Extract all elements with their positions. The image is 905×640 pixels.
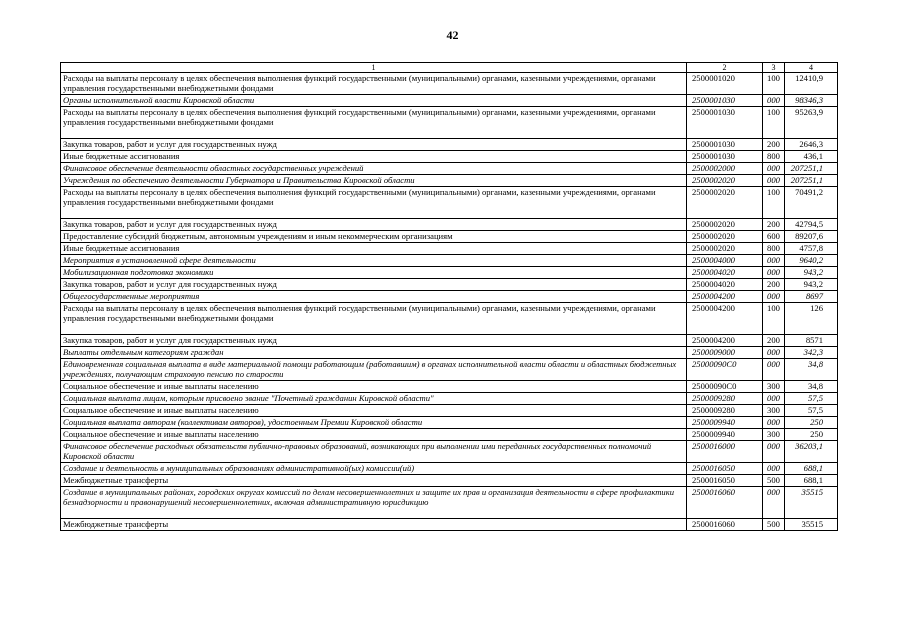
- page-number: 42: [446, 28, 459, 42]
- row-amount-cell: 57,5: [785, 405, 838, 417]
- row-code-cell: 2500009940: [687, 417, 763, 429]
- table-row: [61, 381, 838, 393]
- row-amount-cell: 688,1: [785, 475, 838, 487]
- row-type-cell: 500: [763, 475, 785, 487]
- row-type-cell: 000: [763, 255, 785, 267]
- row-name-cell: Расходы на выплаты персоналу в целях обеспечения выполнения функций государственными (муниципальными) органами, казенными учреждениями, органами управления государственными внебюджетными фондами: [61, 73, 687, 95]
- row-amount-cell: 9640,2: [785, 255, 838, 267]
- row-code-cell: 2500002020: [687, 231, 763, 243]
- column-header-name: 1: [61, 63, 687, 73]
- row-amount-cell: 35515: [785, 487, 838, 519]
- row-type-cell: 000: [763, 417, 785, 429]
- budget-table: [60, 62, 838, 531]
- row-type-cell: 100: [763, 107, 785, 139]
- row-name-cell: Социальное обеспечение и иные выплаты населению: [61, 381, 687, 393]
- table-row: [61, 347, 838, 359]
- row-code-cell: 2500009000: [687, 347, 763, 359]
- row-amount-cell: 34,8: [785, 359, 838, 381]
- row-name-cell: Закупка товаров, работ и услуг для государственных нужд: [61, 219, 687, 231]
- row-type-cell: 000: [763, 347, 785, 359]
- table-header-row: [61, 63, 838, 73]
- row-name-cell: Расходы на выплаты персоналу в целях обеспечения выполнения функций государственными (муниципальными) органами, казенными учреждениями, органами управления государственными внебюджетными фондами: [61, 107, 687, 139]
- row-type-cell: 100: [763, 187, 785, 219]
- row-amount-cell: 12410,9: [785, 73, 838, 95]
- row-amount-cell: 89207,6: [785, 231, 838, 243]
- row-type-cell: 000: [763, 393, 785, 405]
- row-code-cell: 2500002020: [687, 243, 763, 255]
- row-name-cell: Социальное обеспечение и иные выплаты населению: [61, 405, 687, 417]
- row-code-cell: 2500016060: [687, 487, 763, 519]
- row-amount-cell: 4757,8: [785, 243, 838, 255]
- row-type-cell: 000: [763, 95, 785, 107]
- row-amount-cell: 943,2: [785, 267, 838, 279]
- row-amount-cell: 36203,1: [785, 441, 838, 463]
- row-type-cell: 300: [763, 381, 785, 393]
- table-row: [61, 463, 838, 475]
- row-type-cell: 800: [763, 243, 785, 255]
- row-name-cell: Социальная выплата лицам, которым присвоено звание "Почетный гражданин Кировской области": [61, 393, 687, 405]
- row-name-cell: Межбюджетные трансферты: [61, 475, 687, 487]
- row-type-cell: 300: [763, 429, 785, 441]
- row-code-cell: 2500001030: [687, 95, 763, 107]
- row-amount-cell: 688,1: [785, 463, 838, 475]
- row-code-cell: 2500001020: [687, 73, 763, 95]
- row-type-cell: 000: [763, 163, 785, 175]
- table-row: [61, 393, 838, 405]
- row-amount-cell: 943,2: [785, 279, 838, 291]
- table-row: [61, 73, 838, 95]
- table-row: [61, 417, 838, 429]
- row-amount-cell: 436,1: [785, 151, 838, 163]
- row-code-cell: 2500001030: [687, 139, 763, 151]
- row-name-cell: Закупка товаров, работ и услуг для государственных нужд: [61, 279, 687, 291]
- row-amount-cell: 95263,9: [785, 107, 838, 139]
- table-row: [61, 429, 838, 441]
- row-name-cell: Расходы на выплаты персоналу в целях обеспечения выполнения функций государственными (муниципальными) органами, казенными учреждениями, органами управления государственными внебюджетными фондами: [61, 187, 687, 219]
- row-type-cell: 000: [763, 175, 785, 187]
- row-name-cell: Иные бюджетные ассигнования: [61, 151, 687, 163]
- table-row: [61, 219, 838, 231]
- row-name-cell: Мероприятия в установленной сфере деятельности: [61, 255, 687, 267]
- column-header-code: 2: [687, 63, 763, 73]
- table-row: [61, 187, 838, 219]
- row-type-cell: 200: [763, 279, 785, 291]
- row-amount-cell: 70491,2: [785, 187, 838, 219]
- table-row: [61, 279, 838, 291]
- table-row: [61, 291, 838, 303]
- row-name-cell: Предоставление субсидий бюджетным, автономным учреждениям и иным некоммерческим организациям: [61, 231, 687, 243]
- row-amount-cell: 57,5: [785, 393, 838, 405]
- row-name-cell: Закупка товаров, работ и услуг для государственных нужд: [61, 139, 687, 151]
- row-amount-cell: 8571: [785, 335, 838, 347]
- row-amount-cell: 34,8: [785, 381, 838, 393]
- row-amount-cell: 250: [785, 429, 838, 441]
- table-row: [61, 151, 838, 163]
- table-row: [61, 359, 838, 381]
- row-code-cell: 2500004000: [687, 255, 763, 267]
- row-name-cell: Выплаты отдельным категориям граждан: [61, 347, 687, 359]
- table-row: [61, 303, 838, 335]
- row-type-cell: 000: [763, 291, 785, 303]
- row-type-cell: 000: [763, 441, 785, 463]
- row-type-cell: 800: [763, 151, 785, 163]
- row-type-cell: 600: [763, 231, 785, 243]
- table-row: [61, 405, 838, 417]
- row-code-cell: 2500002020: [687, 219, 763, 231]
- row-code-cell: 2500016050: [687, 463, 763, 475]
- row-name-cell: Межбюджетные трансферты: [61, 519, 687, 531]
- row-code-cell: 2500001030: [687, 107, 763, 139]
- table-row: [61, 95, 838, 107]
- row-name-cell: Единовременная социальная выплата в виде материальной помощи работающим (работавшим) в органах исполнительной власти области и областных бюджетных учреждениях, получающим страховую пенсию по старости: [61, 359, 687, 381]
- row-amount-cell: 207251,1: [785, 163, 838, 175]
- row-code-cell: 2500004200: [687, 335, 763, 347]
- row-amount-cell: 342,3: [785, 347, 838, 359]
- row-amount-cell: 8697: [785, 291, 838, 303]
- row-type-cell: 300: [763, 405, 785, 417]
- row-code-cell: 2500004200: [687, 291, 763, 303]
- table-row: [61, 163, 838, 175]
- table-row: [61, 335, 838, 347]
- column-header-amount: 4: [785, 63, 838, 73]
- column-header-type: 3: [763, 63, 785, 73]
- table-row: [61, 487, 838, 519]
- row-type-cell: 000: [763, 463, 785, 475]
- row-type-cell: 200: [763, 139, 785, 151]
- row-code-cell: 25000090С0: [687, 381, 763, 393]
- row-type-cell: 000: [763, 267, 785, 279]
- row-name-cell: Финансовое обеспечение деятельности областных государственных учреждений: [61, 163, 687, 175]
- table-row: [61, 107, 838, 139]
- row-name-cell: Учреждения по обеспечению деятельности Губернатора и Правительства Кировской области: [61, 175, 687, 187]
- row-code-cell: 2500004020: [687, 279, 763, 291]
- row-code-cell: 2500009280: [687, 405, 763, 417]
- row-name-cell: Общегосударственные мероприятия: [61, 291, 687, 303]
- table-row: [61, 267, 838, 279]
- row-name-cell: Социальная выплата авторам (коллективам авторов), удостоенным Премии Кировской области: [61, 417, 687, 429]
- row-name-cell: Социальное обеспечение и иные выплаты населению: [61, 429, 687, 441]
- row-code-cell: 2500002020: [687, 175, 763, 187]
- row-type-cell: 200: [763, 335, 785, 347]
- row-amount-cell: 42794,5: [785, 219, 838, 231]
- table-row: [61, 519, 838, 531]
- row-code-cell: 2500002020: [687, 187, 763, 219]
- row-amount-cell: 35515: [785, 519, 838, 531]
- row-code-cell: 2500009280: [687, 393, 763, 405]
- table-row: [61, 243, 838, 255]
- row-type-cell: 000: [763, 487, 785, 519]
- row-type-cell: 100: [763, 73, 785, 95]
- row-name-cell: Создание и деятельность в муниципальных образованиях административной(ых) комиссии(ий): [61, 463, 687, 475]
- row-name-cell: Органы исполнительной власти Кировской области: [61, 95, 687, 107]
- row-code-cell: 2500001030: [687, 151, 763, 163]
- row-type-cell: 200: [763, 219, 785, 231]
- row-name-cell: Мобилизационная подготовка экономики: [61, 267, 687, 279]
- row-code-cell: 2500009940: [687, 429, 763, 441]
- row-code-cell: 2500016000: [687, 441, 763, 463]
- row-type-cell: 500: [763, 519, 785, 531]
- row-amount-cell: 207251,1: [785, 175, 838, 187]
- row-name-cell: Расходы на выплаты персоналу в целях обеспечения выполнения функций государственными (муниципальными) органами, казенными учреждениями, органами управления государственными внебюджетными фондами: [61, 303, 687, 335]
- row-code-cell: 2500004200: [687, 303, 763, 335]
- table-row: [61, 175, 838, 187]
- table-row: [61, 475, 838, 487]
- row-code-cell: 2500004020: [687, 267, 763, 279]
- row-type-cell: 100: [763, 303, 785, 335]
- row-name-cell: Закупка товаров, работ и услуг для государственных нужд: [61, 335, 687, 347]
- row-code-cell: 2500016060: [687, 519, 763, 531]
- row-name-cell: Финансовое обеспечение расходных обязательств публично-правовых образований, возникающих при выполнении ими переданных государственных полномочий Кировской области: [61, 441, 687, 463]
- row-amount-cell: 2646,3: [785, 139, 838, 151]
- row-amount-cell: 250: [785, 417, 838, 429]
- table-row: [61, 231, 838, 243]
- table-row: [61, 441, 838, 463]
- row-code-cell: 2500002000: [687, 163, 763, 175]
- row-code-cell: 25000090С0: [687, 359, 763, 381]
- row-amount-cell: 126: [785, 303, 838, 335]
- row-type-cell: 000: [763, 359, 785, 381]
- row-name-cell: Иные бюджетные ассигнования: [61, 243, 687, 255]
- row-code-cell: 2500016050: [687, 475, 763, 487]
- table-row: [61, 255, 838, 267]
- table-row: [61, 139, 838, 151]
- row-amount-cell: 98346,3: [785, 95, 838, 107]
- row-name-cell: Создание в муниципальных районах, городских округах комиссий по делам несовершеннолетних и защите их прав и организация деятельности в сфере профилактики безнадзорности и правонарушений несовершеннолетних, включая административную юрисдикцию: [61, 487, 687, 519]
